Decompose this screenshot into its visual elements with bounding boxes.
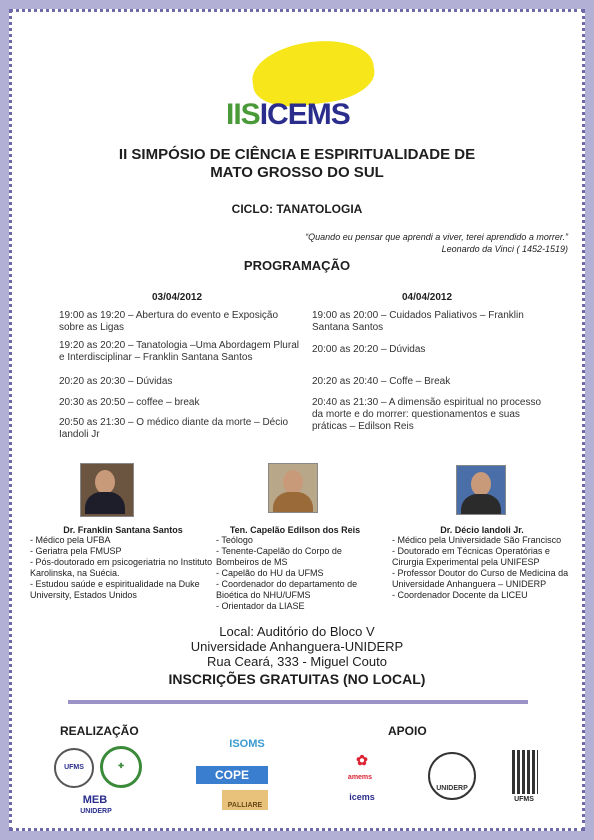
speaker-bio-line: - Professor Doutor do Curso de Medicina da Universidade Anhanguera – UNIDERP: [392, 568, 569, 589]
ufms-logo: UFMS: [514, 796, 534, 803]
cycle-title: CICLO: TANATOLOGIA: [231, 202, 363, 216]
green-seal-logo: ✚: [100, 746, 142, 788]
day1-item: 19:20 as 20:20 – Tanatologia –Uma Abordagem Plural e Interdisciplinar – Franklin Santana Santos: [59, 340, 299, 363]
speaker-bio-line: - Teólogo: [216, 535, 253, 545]
event-title-line1: II SIMPÓSIO DE CIÊNCIA E ESPIRITUALIDADE DE: [118, 146, 476, 163]
speaker-bio-line: - Médico pela UFBA: [30, 535, 111, 545]
program-heading: PROGRAMAÇÃO: [243, 258, 351, 273]
quote-text: “Quando eu pensar que aprendi a viver, terei aprendido a morrer.”: [305, 232, 568, 242]
logo-text-a: IIS: [226, 98, 260, 131]
day1-item: 20:50 as 21:30 – O médico diante da morte – Décio Iandoli Jr: [59, 417, 289, 440]
venue-line: Universidade Anhanguera-UNIDERP: [190, 639, 404, 654]
day2-date: 04/04/2012: [402, 292, 453, 303]
icems-logo: icems: [349, 792, 375, 802]
speaker-bio-line: - Capelão do HU da UFMS: [216, 568, 324, 578]
venue-line: Local: Auditório do Bloco V: [219, 624, 375, 639]
speaker-photo-edilson: [268, 463, 318, 513]
speaker-bio-line: - Orientador da LIASE: [216, 601, 305, 611]
day1-item: 20:30 as 20:50 – coffee – break: [59, 397, 200, 408]
quote-author: Leonardo da Vinci ( 1452-1519): [441, 244, 568, 254]
meb-logo: MEB: [82, 794, 108, 806]
speaker-bio-line: - Doutorado em Técnicas Operatórias e Cirurgia Experimental pela UNIFESP: [392, 546, 550, 567]
speaker-bio-line: - Tenente-Capelão do Corpo de Bombeiros de MS: [216, 546, 342, 567]
day1-item: 19:00 as 19:20 – Abertura do evento e Exposição sobre as Ligas: [59, 310, 279, 333]
day2-item: 20:00 as 20:20 – Dúvidas: [312, 344, 426, 355]
speaker-card-decio: [392, 525, 572, 601]
speaker-bio-line: - Coordenador Docente da LICEU: [392, 590, 528, 600]
organizers-heading: REALIZAÇÃO: [60, 724, 139, 738]
divider: [68, 700, 528, 704]
speaker-photo-franklin: [80, 463, 134, 517]
amems-logo: amems: [347, 774, 373, 781]
uniderp-small-logo: UNIDERP: [80, 808, 112, 815]
registration-note: INSCRIÇÕES GRATUITAS (NO LOCAL): [168, 671, 426, 687]
speaker-card-edilson: [216, 525, 374, 612]
isoms-logo: ISOMS: [229, 738, 265, 750]
support-heading: APOIO: [388, 724, 427, 738]
logo-text-b: ICEMS: [259, 98, 350, 131]
speaker-name: Dr. Décio Iandoli Jr.: [440, 525, 524, 535]
palliare-logo: PALLIARE: [222, 790, 268, 810]
speaker-photo-decio: [456, 465, 506, 515]
uniderp-logo: UNIDERP: [428, 752, 476, 800]
speaker-bio-line: - Geriatra pela FMUSP: [30, 546, 122, 556]
event-title-line2: MATO GROSSO DO SUL: [210, 164, 384, 181]
venue-line: Rua Ceará, 333 - Miguel Couto: [207, 654, 387, 669]
day2-item: 20:20 as 20:40 – Coffe – Break: [312, 376, 451, 387]
ufms-seal-logo: UFMS: [54, 748, 94, 788]
speaker-bio-line: - Estudou saúde e espiritualidade na Duke University, Estados Unidos: [30, 579, 200, 600]
amems-icon: ✿: [356, 752, 368, 768]
day2-item: 20:40 as 21:30 – A dimensão espiritual no processo da morte e do morrer: questionamentos e suas práticas – Edilson Reis: [312, 397, 542, 432]
day1-item: 20:20 as 20:30 – Dúvidas: [59, 376, 173, 387]
cope-logo: COPE: [196, 766, 268, 784]
ufms-building-logo: [512, 750, 538, 794]
event-logo: [226, 98, 350, 132]
speaker-name: Dr. Franklin Santana Santos: [63, 525, 183, 535]
speaker-bio-line: - Médico pela Universidade São Francisco: [392, 535, 562, 545]
day2-item: 19:00 as 20:00 – Cuidados Paliativos – Franklin Santana Santos: [312, 310, 524, 333]
day1-date: 03/04/2012: [152, 292, 203, 303]
speaker-name: Ten. Capelão Edilson dos Reis: [229, 525, 361, 535]
speaker-card-franklin: [30, 525, 216, 601]
speaker-bio-line: - Pós-doutorado em psicogeriatria no Instituto Karolinska, na Suécia.: [30, 557, 213, 578]
speaker-bio-line: - Coordenador do departamento de Bioética do NHU/UFMS: [216, 579, 358, 600]
